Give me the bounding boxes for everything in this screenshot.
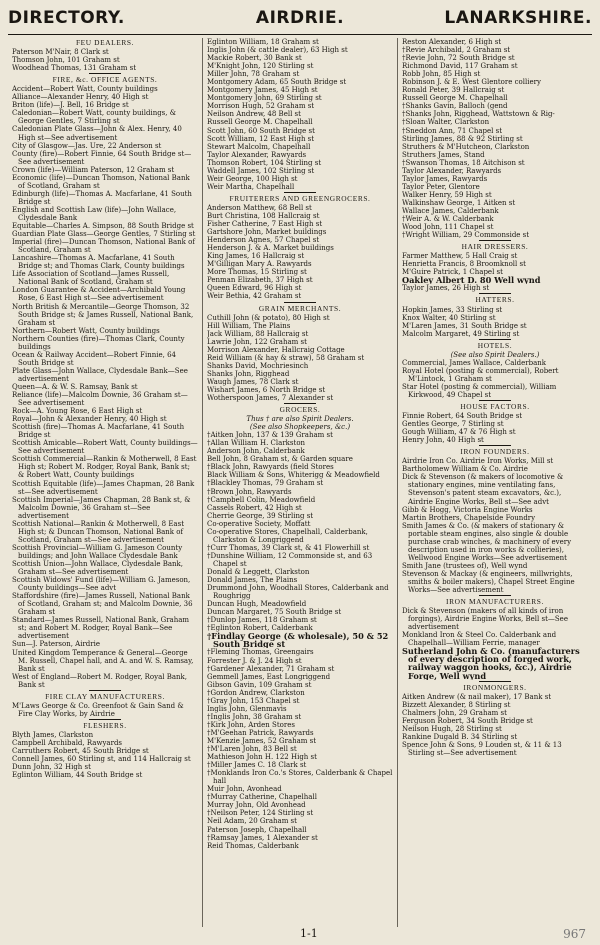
section-heading: GRAIN MERCHANTS.	[258, 303, 342, 313]
directory-entry: Anderson Matthew, 68 Bell st	[207, 203, 312, 212]
section-note: Thus † are also Spirit Dealers.	[246, 415, 354, 424]
directory-entry: Commercial, James Wallace, Calderbank	[402, 358, 546, 367]
directory-entry: West of England—Robert M. Rodger, Royal Bank, Bank st	[12, 672, 188, 689]
directory-entry: Bartholomew William & Co. Airdrie	[402, 465, 528, 474]
directory-entry: †Allan William H. Clarkston	[207, 439, 306, 448]
section-divider	[479, 400, 511, 401]
directory-entry: Scottish Provincial—William G. Jameson County buildings; and John Wallace Clydesdale Bank	[12, 543, 183, 560]
directory-entry: Scottish Equitable (life)—James Chapman, 28 Bank st—See advertisement	[12, 479, 195, 496]
directory-entry: Taylor Alexander, Rawyards	[402, 166, 502, 175]
section-divider	[89, 719, 121, 720]
directory-entry: M'Kenzie James, 52 Graham st	[207, 736, 317, 745]
directory-entry: Gemmell James, East Longriggend	[207, 672, 331, 681]
entry-list	[402, 412, 588, 444]
directory-entry: Struthers James, Stand	[402, 150, 485, 159]
directory-entry: Taylor Peter, Glentore	[402, 182, 480, 191]
directory-entry: Paterson Joseph, Chapelhall	[207, 825, 307, 834]
entry-list	[207, 38, 393, 191]
directory-entry: Scott William, 12 East High st	[207, 134, 315, 143]
header-left: DIRECTORY.	[8, 8, 125, 28]
directory-entry: Smith Jane (trustees of), Well wynd	[402, 561, 528, 570]
directory-entry: †Campbell Colin, Meadowfield	[207, 495, 316, 504]
section-heading: FLESHERS.	[83, 720, 127, 730]
directory-entry: Dunn John, 32 High st	[12, 763, 91, 772]
column-1	[8, 38, 202, 927]
directory-entry: Northern Counties (fire)—Thomas Clark, County buildings	[12, 334, 185, 351]
page-footer	[0, 927, 600, 943]
directory-entry: Wishart James, 6 North Bridge st	[207, 385, 326, 394]
directory-entry: Co-operative Society, Moffatt	[207, 519, 311, 528]
section-divider	[284, 403, 316, 404]
directory-entry: Gibb & Hogg, Victoria Engine Works	[402, 505, 533, 514]
directory-entry: †Shanks Gavin, Balloch (gend	[402, 102, 508, 111]
directory-entry: Gartshore John, Market buildings	[207, 228, 327, 237]
directory-entry: Miller John, 78 Graham st	[207, 70, 300, 79]
directory-entry: Stewart Malcolm, Chapelhall	[207, 142, 311, 151]
directory-entry: Smith James & Co. (& makers of stationary & portable steam engines, also single & double purchase crab winches, & machinery of every description used in iron works & collieries), Wellwood Engine Works—See advertisement	[402, 521, 572, 562]
directory-entry: Mackie Robert, 30 Bank st	[207, 54, 302, 63]
directory-entry: More Thomas, 15 Stirling st	[207, 268, 307, 277]
section-divider	[284, 302, 316, 303]
directory-entry: Bizzett Alexander, 8 Stirling st	[402, 700, 511, 709]
directory-entry: †M'Laren John, 83 Bell st	[207, 745, 297, 754]
directory-entry: Chalmers John, 29 Graham st	[402, 708, 507, 717]
directory-entry: Star Hotel (posting & commercial), William Kirkwood, 49 Chapel st	[402, 382, 557, 399]
directory-entry: Connell James, 60 Stirling st, and 114 Hallcraig st	[12, 755, 191, 764]
directory-entry: Reston Alexander, 6 High st	[402, 38, 502, 46]
directory-entry: Eglinton William, 44 South Bridge st	[12, 771, 143, 780]
directory-entry: Duncan Margaret, 75 South Bridge st	[207, 608, 342, 617]
directory-entry: M'Gilligan Mary A. Rawyards	[207, 260, 312, 269]
directory-entry: Scottish National—Rankin & Motherwell, 8 East High st; & Duncan Thomson, National Bank of Scotland, Graham st—See advertisement	[12, 519, 185, 544]
directory-entry: Cherrie George, 39 Stirling st	[207, 511, 314, 520]
bold-entry: Oakley Albert D. 80 Well wynd	[402, 276, 541, 285]
entry-list	[402, 693, 588, 757]
directory-entry: Paterson M'Nair, 8 Clark st	[12, 48, 109, 57]
section-divider	[89, 690, 121, 691]
directory-entry: Stirling James, 88 & 92 Stirling st	[402, 134, 523, 143]
directory-entry: M'Laren James, 31 South Bridge st	[402, 321, 527, 330]
directory-entry: Jack William, 88 Hallcraig st	[207, 329, 309, 338]
directory-entry: Cuthill John (& potato), 80 High st	[207, 313, 330, 322]
directory-entry: Morrison Hugh, 52 Graham st	[207, 102, 315, 111]
section-heading: FEU DEALERS.	[75, 38, 135, 47]
directory-entry: Scott John, 60 South Bridge st	[207, 126, 315, 135]
directory-entry: Bell John, 8 Graham st, & Garden square	[207, 455, 353, 464]
directory-entry: Carruthers Robert, 45 South Bridge st	[12, 747, 149, 756]
section-heading: FIRE CLAY MANUFACTURERS.	[45, 691, 165, 701]
directory-entry: Waddell James, 102 Stirling st	[207, 166, 315, 175]
directory-entry: Briton (life)—J. Bell, 16 Bridge st	[12, 101, 129, 110]
directory-entry: Standard—James Russell, National Bank, Graham st; and Robert M. Rodger, Royal Bank—See advertisement	[12, 616, 190, 641]
entry-list	[402, 306, 588, 338]
section-divider	[479, 293, 511, 294]
directory-entry: Knox Walter, 40 Stirling st	[402, 313, 496, 322]
directory-entry: †Weir A. & W. Calderbank	[402, 215, 494, 224]
directory-entry: Queen Edward, 96 High st	[207, 284, 302, 293]
bold-entry: †Findlay George (& wholesale), 50 & 52 South Bridge st	[207, 632, 389, 649]
directory-entry: Monkland Iron & Steel Co. Calderbank and Chapelhall—William Ferrie, manager	[402, 631, 557, 648]
directory-entry: †Wright William, 29 Commonside st	[402, 231, 530, 240]
directory-entry: Airdrie Iron Co. Airdrie Iron Works, Mill st	[402, 457, 554, 466]
entry-list	[402, 38, 588, 239]
directory-entry: Scottish Amicable—Robert Watt, County buildings—See advertisement	[12, 439, 198, 456]
directory-entry: Scottish (fire)—Thomas A. Macfarlane, 41 South Bridge st	[12, 423, 185, 440]
directory-entry: Scottish Imperial—James Chapman, 28 Bank st, & Malcolm Downie, 36 Graham st—See advertisement	[12, 495, 191, 520]
directory-entry: †Curr Thomas, 39 Clark st, & 41 Flowerhill st	[207, 543, 370, 552]
directory-entry: Weir Martha, Chapelhall	[207, 182, 295, 191]
directory-entry: Drummond John, Woodhall Stores, Calderbank and Roughrigg	[207, 584, 389, 601]
section-heading: GROCERS.	[279, 405, 321, 415]
directory-entry: M'Knight John, 120 Stirling st	[207, 62, 314, 71]
entry-list	[207, 314, 393, 403]
directory-entry: †Brown John, Rawyards	[207, 487, 292, 496]
column-2	[202, 38, 397, 927]
directory-entry: Shanks David, Mochriesinch	[207, 361, 309, 370]
directory-entry: Shanks John, Rigghead	[207, 369, 290, 378]
directory-entry: Wood John, 111 Chapel st	[402, 223, 494, 232]
directory-entry: Morrison Alexander, Hallcraig Cottage	[207, 345, 345, 354]
section-heading: IRON FOUNDERS.	[460, 447, 530, 457]
directory-entry: Staffordshire (fire)—James Russell, National Bank of Scotland, Graham st; and Malcolm Downie, 36 Graham st	[12, 592, 193, 617]
entry-list	[402, 252, 588, 276]
directory-entry: †Sneddon Ann, 71 Chapel st	[402, 126, 503, 135]
directory-entry: †Gordon Andrew, Clarkston	[207, 688, 305, 697]
directory-entry: Neilson Andrew, 48 Bell st	[207, 110, 301, 119]
directory-entry: Thomson Robert, 104 Stirling st	[207, 158, 322, 167]
section-heading: FRUITERERS AND GREENGROCERS.	[229, 193, 371, 203]
directory-entry: †Gray John, 153 Chapel st	[207, 696, 300, 705]
entry-list	[207, 204, 393, 301]
directory-entry: Aitken Andrew (& nail maker), 17 Bank st	[402, 692, 552, 701]
directory-entry: Alliance—Alexander Henry, 40 High st	[12, 93, 149, 102]
directory-entry: Woodhead Thomas, 131 Graham st	[12, 64, 137, 73]
directory-entry: Eglinton William, 18 Graham st	[207, 38, 319, 46]
directory-entry: †Kirk John, Arden Stores	[207, 720, 295, 729]
section-heading: HAIR DRESSERS.	[461, 242, 529, 252]
directory-entry: Fisher Catherine, 7 East High st	[207, 220, 323, 229]
directory-entry: Anderson John, Calderbank	[207, 447, 305, 456]
directory-entry: Malcolm Margaret, 49 Stirling st	[402, 329, 520, 338]
directory-entry: Donald & Leggett, Clarkston	[207, 568, 310, 576]
directory-entry: Robinson J. & E. West Glentore colliery	[402, 78, 541, 87]
directory-entry: Henry John, 40 High st	[402, 436, 484, 445]
directory-entry: †Blackley Thomas, 79 Graham st	[207, 479, 324, 488]
directory-entry: Reliance (life)—Malcolm Downie, 36 Graham st—See advertisement	[12, 391, 188, 408]
directory-entry: †Swanson Thomas, 18 Aitchison st	[402, 158, 525, 167]
directory-entry: Weir Bethia, 42 Graham st	[207, 292, 302, 301]
page-header	[8, 6, 592, 35]
directory-entry: Rock—A. Young Rose, 6 East High st	[12, 407, 143, 416]
directory-entry: †Neilson Peter, 124 Stirling st	[207, 809, 314, 818]
directory-entry: †Gardener Alexander, 71 Graham st	[207, 664, 335, 673]
directory-entry: †Inglis John, 38 Graham st	[207, 712, 302, 721]
directory-entry: †Monklands Iron Co.'s Stores, Calderbank & Chapel hall	[207, 769, 393, 786]
columns	[8, 38, 592, 927]
directory-entry: †Revie Archibald, 2 Graham st	[402, 46, 511, 55]
directory-entry: Gough William, 47 & 76 High st	[402, 428, 516, 437]
directory-entry: Burt Christina, 108 Hallcraig st	[207, 211, 320, 220]
entry-list	[207, 648, 393, 849]
directory-entry: M'Laws George & Co. Greenfoot & Gain Sand & Fire Clay Works, by Airdrie	[12, 701, 184, 718]
directory-entry: Richmond David, 117 Graham st	[402, 62, 518, 71]
section-note: (See also Shopkeepers, &c.)	[249, 423, 351, 432]
directory-entry: †Murray Catherine, Chapelhall	[207, 793, 317, 802]
directory-entry: Waugh James, 78 Clark st	[207, 377, 299, 386]
directory-entry: Walker Henry, 59 High st	[402, 190, 492, 199]
directory-entry: †Fleming Thomas, Greengairs	[207, 648, 314, 657]
directory-entry: Martin Brothers, Chapelside Foundry	[402, 513, 536, 522]
entry-list	[402, 457, 588, 594]
directory-entry: †Aitken John, 137 & 139 Graham st	[207, 431, 333, 440]
directory-entry: Gentles George, 7 Stirling st	[402, 420, 504, 429]
page-number: 967	[563, 927, 586, 941]
directory-entry: Life Association of Scotland—James Russell, National Bank of Scotland, Graham st	[12, 270, 170, 287]
entry-list	[402, 359, 588, 399]
directory-entry: Henrietta Francis, 8 Broomknoll st	[402, 260, 526, 269]
directory-entry: Reid Thomas, Calderbank	[207, 841, 299, 850]
directory-entry: Murray John, Old Avonhead	[207, 801, 306, 810]
directory-entry: Caledonian—Robert Watt, county buildings, & George Gentles, 7 Stirling st	[12, 109, 176, 126]
directory-entry: Farmer Matthew, 5 Hall Craig st	[402, 252, 518, 261]
directory-entry: Equitable—Charles A. Simpson, 88 South Bridge st	[12, 222, 194, 231]
directory-entry: Lawrie John, 122 Graham st	[207, 337, 307, 346]
directory-entry: †Dunshine William, 12 Commonside st, and 63 Chapel st	[207, 551, 373, 568]
directory-entry: London Guarantee & Accident—Archibald Young Rose, 6 East High st—See advertisement	[12, 286, 186, 303]
entry-list	[12, 85, 198, 689]
section-divider	[479, 240, 511, 241]
directory-entry: Taylor Alexander, Rawyards	[207, 150, 307, 159]
directory-entry: Plate Glass—John Wallace, Clydesdale Bank—See advertisement	[12, 366, 188, 383]
directory-entry: Hill William, The Plains	[207, 321, 291, 330]
directory-entry: Inglis John (& cattle dealer), 63 High st	[207, 46, 348, 55]
column-3	[397, 38, 592, 927]
directory-entry: †Eglinton Robert, Calderbank	[207, 624, 313, 633]
directory-entry: Russell George M. Chapelhall	[402, 94, 508, 103]
section-divider	[89, 73, 121, 74]
directory-entry: †Dunlop James, 118 Graham st	[207, 616, 317, 625]
directory-entry: Guardian Plate Glass—George Gentles, 7 Stirling st	[12, 230, 196, 239]
page-mark: 1-1	[300, 927, 318, 940]
directory-entry: Forrester J. & J. 24 High st	[207, 656, 302, 665]
directory-entry: †Ramsay James, 1 Alexander st	[207, 833, 318, 842]
entry-list	[402, 607, 588, 647]
directory-entry: Edinburgh (life)—Thomas A. Macfarlane, 41 South Bridge st	[12, 189, 192, 206]
directory-entry: Mathieson John H. 122 High st	[207, 753, 317, 762]
directory-entry: †Revie John, 72 South Bridge st	[402, 54, 515, 63]
entry-list	[12, 48, 198, 72]
directory-entry: Montgomery John, 69 Stirling st	[207, 94, 322, 103]
directory-entry: Penman Elizabeth, 37 High st	[207, 276, 313, 285]
directory-entry: Lancashire—Thomas A. Macfarlane, 41 South Bridge st; and Thomas Clark, County buildings	[12, 254, 185, 271]
section-divider	[479, 595, 511, 596]
directory-entry: Neil Adam, 20 Graham st	[207, 817, 297, 826]
directory-entry: Donald James, The Plains	[207, 576, 298, 585]
directory-entry: Hopkin James, 33 Stirling st	[402, 305, 503, 314]
directory-entry: Imperial (fire)—Duncan Thomson, National Bank of Scotland, Graham st	[12, 238, 195, 255]
directory-entry: Thomson John, 101 Graham st	[12, 56, 120, 65]
directory-entry: Accident—Robert Watt, County buildings	[12, 85, 158, 94]
directory-entry: Muir John, Avonhead	[207, 785, 282, 794]
directory-entry: Ferguson Robert, 34 South Bridge st	[402, 716, 533, 725]
directory-entry: Wallace James, Calderbank	[402, 206, 499, 215]
directory-entry: Inglis John, Glenmavis	[207, 704, 287, 713]
directory-entry: Dick & Stevenson (& makers of locomotive & stationary engines, mine ventilating fans, Stevenson's patent steam excavators, &c.), Airdrie Engine Works, Bell st—See advt	[402, 473, 564, 506]
directory-entry: Black William & Sons, Whiterigg & Meadowfield	[207, 471, 380, 480]
directory-entry: †Black John, Rawyards (field Stores	[207, 463, 334, 472]
directory-entry: Taylor James, Rawyards	[402, 174, 488, 183]
directory-entry: Scottish Commercial—Rankin & Motherwell, 8 East High st; Robert M. Rodger, Royal Bank, Bank st; & Robert Watt, County buildings	[12, 455, 197, 480]
directory-entry: Royal Hotel (posting & commercial), Robert M'Lintock, 1 Graham st	[402, 366, 559, 383]
entry-list	[12, 731, 198, 779]
section-heading: FIRE, &c. OFFICE AGENTS.	[52, 75, 158, 85]
directory-entry: King James, 16 Hallcraig st	[207, 252, 305, 261]
directory-entry: Taylor James, 26 High st	[402, 284, 490, 293]
directory-entry: Cassels Robert, 42 High st	[207, 503, 302, 512]
directory-entry: Weir George, 100 High st	[207, 174, 298, 183]
directory-entry: Henderson Agnes, 57 Chapel st	[207, 236, 320, 245]
directory-entry: Royal—John & Alexander Henry, 40 High st	[12, 415, 167, 424]
entry-list	[402, 284, 588, 292]
directory-entry: Northern—Robert Watt, County buildings	[12, 326, 160, 335]
directory-entry: English and Scottish Law (life)—John Wallace, Clydesdale Bank	[12, 205, 177, 222]
directory-entry: Dick & Stevenson (makers of all kinds of iron forgings), Airdrie Engine Works, Bell st—See advertisement	[402, 607, 568, 632]
directory-entry: †Sloan Walter, Clarkston	[402, 118, 490, 127]
entry-list	[12, 702, 198, 718]
section-heading: IRON MANUFACTURERS.	[446, 597, 544, 607]
directory-entry: Struthers & M'Hutcheon, Clarkston	[402, 142, 530, 151]
section-heading: HOTELS.	[477, 340, 513, 350]
directory-entry: Sun—J. Paterson, Airdrie	[12, 640, 101, 649]
entry-list	[207, 431, 393, 632]
directory-entry: Finnie Robert, 64 South Bridge st	[402, 412, 523, 421]
directory-entry: Rankine Dugald B. 34 Stirling st	[402, 732, 518, 741]
directory-entry: Queen—A. & W. S. Ramsay, Bank st	[12, 382, 138, 391]
bold-entry: Sutherland John & Co. (manufacturers of every description of forged work, railway waggon hooks, &c.), Airdrie Forge, Well wynd	[402, 647, 580, 680]
directory-entry: Robb John, 85 High st	[402, 70, 481, 79]
directory-entry: Walkinshaw George, 1 Aitken st	[402, 198, 516, 207]
section-heading: HATTERS.	[475, 295, 515, 305]
directory-entry: †Shanks John, Rigghead, Wattstown & Rig-	[402, 110, 555, 119]
directory-entry: Spence John & Sons, 9 Louden st, & 11 & 13 Stirling st—See advertisement	[402, 740, 562, 757]
directory-entry: Stevenson & Mackay (& engineers, millwrights, smiths & boiler makers), Chapel Street Engine Works—See advertisement	[402, 569, 575, 595]
directory-entry: †M'Geehan Patrick, Rawyards	[207, 728, 314, 737]
header-center: AIRDRIE.	[255, 8, 345, 28]
directory-entry: Economic (life)—Duncan Thomson, National Bank of Scotland, Graham st	[12, 173, 190, 190]
directory-entry: Scottish Widows' Fund (life)—William G. Jameson, County buildings—See advt	[12, 576, 191, 593]
directory-entry: Reid William (& hay & straw), 58 Graham st	[207, 353, 365, 362]
section-heading: HOUSE FACTORS.	[460, 402, 530, 412]
directory-entry: Campbell Archibald, Rawyards	[12, 738, 123, 747]
section-divider	[479, 445, 511, 446]
directory-entry: County (fire)—Robert Finnie, 64 South Bridge st—See advertisement	[12, 149, 192, 166]
directory-entry: †Miller James C. 18 Clark st	[207, 761, 307, 770]
directory-entry: Crown (life)—William Paterson, 12 Graham st	[12, 165, 175, 174]
directory-entry: Russell George M. Chapelhall	[207, 118, 313, 127]
directory-entry: Duncan Hugh, Meadowfield	[207, 600, 307, 609]
directory-entry: Caledonian Plate Glass—John & Alex. Henry, 40 High st—See advertisement	[12, 125, 182, 142]
directory-entry: Montgomery Adam, 65 South Bridge st	[207, 78, 347, 87]
directory-entry: Henderson J. & A. Market buildings	[207, 244, 334, 253]
section-heading: IRONMONGERS.	[463, 682, 527, 692]
directory-entry: Scottish Union—John Wallace, Clydesdale Bank, Graham st—See advertisement	[12, 560, 183, 577]
directory-entry: M'Guire Patrick, 1 Chapel st	[402, 268, 503, 277]
directory-entry: Blyth James, Clarkston	[12, 730, 94, 739]
directory-entry: City of Glasgow—Jas. Ure, 22 Anderson st	[12, 141, 162, 150]
section-divider	[479, 681, 511, 682]
directory-entry: Neilson Hugh, 28 Stirling st	[402, 724, 502, 733]
directory-entry: Montgomery James, 45 High st	[207, 86, 318, 95]
directory-entry: Ronald Peter, 39 Hallcraig st	[402, 86, 505, 95]
directory-entry: Gibson Gavin, 109 Graham st	[207, 680, 312, 689]
directory-entry: Wotherspoon James, 7 Alexander st	[207, 394, 334, 403]
section-divider	[479, 339, 511, 340]
directory-entry: Ocean & Railway Accident—Robert Finnie, 64 South Bridge st	[12, 350, 177, 367]
section-divider	[284, 192, 316, 193]
header-right: LANARKSHIRE.	[444, 8, 592, 28]
directory-entry: North British & Mercantile—George Thomson, 32 South Bridge st; & James Russell, National Bank, Graham st	[12, 302, 194, 327]
section-note: (See also Spirit Dealers.)	[450, 350, 540, 359]
directory-entry: United Kingdom Temperance & General—George M. Russell, Chapel hall, and A. and W. S. Ramsay, Bank st	[12, 648, 194, 673]
directory-entry: Co-operative Stores, Chapelhall, Calderbank, Clarkston & Longriggend	[207, 527, 368, 544]
